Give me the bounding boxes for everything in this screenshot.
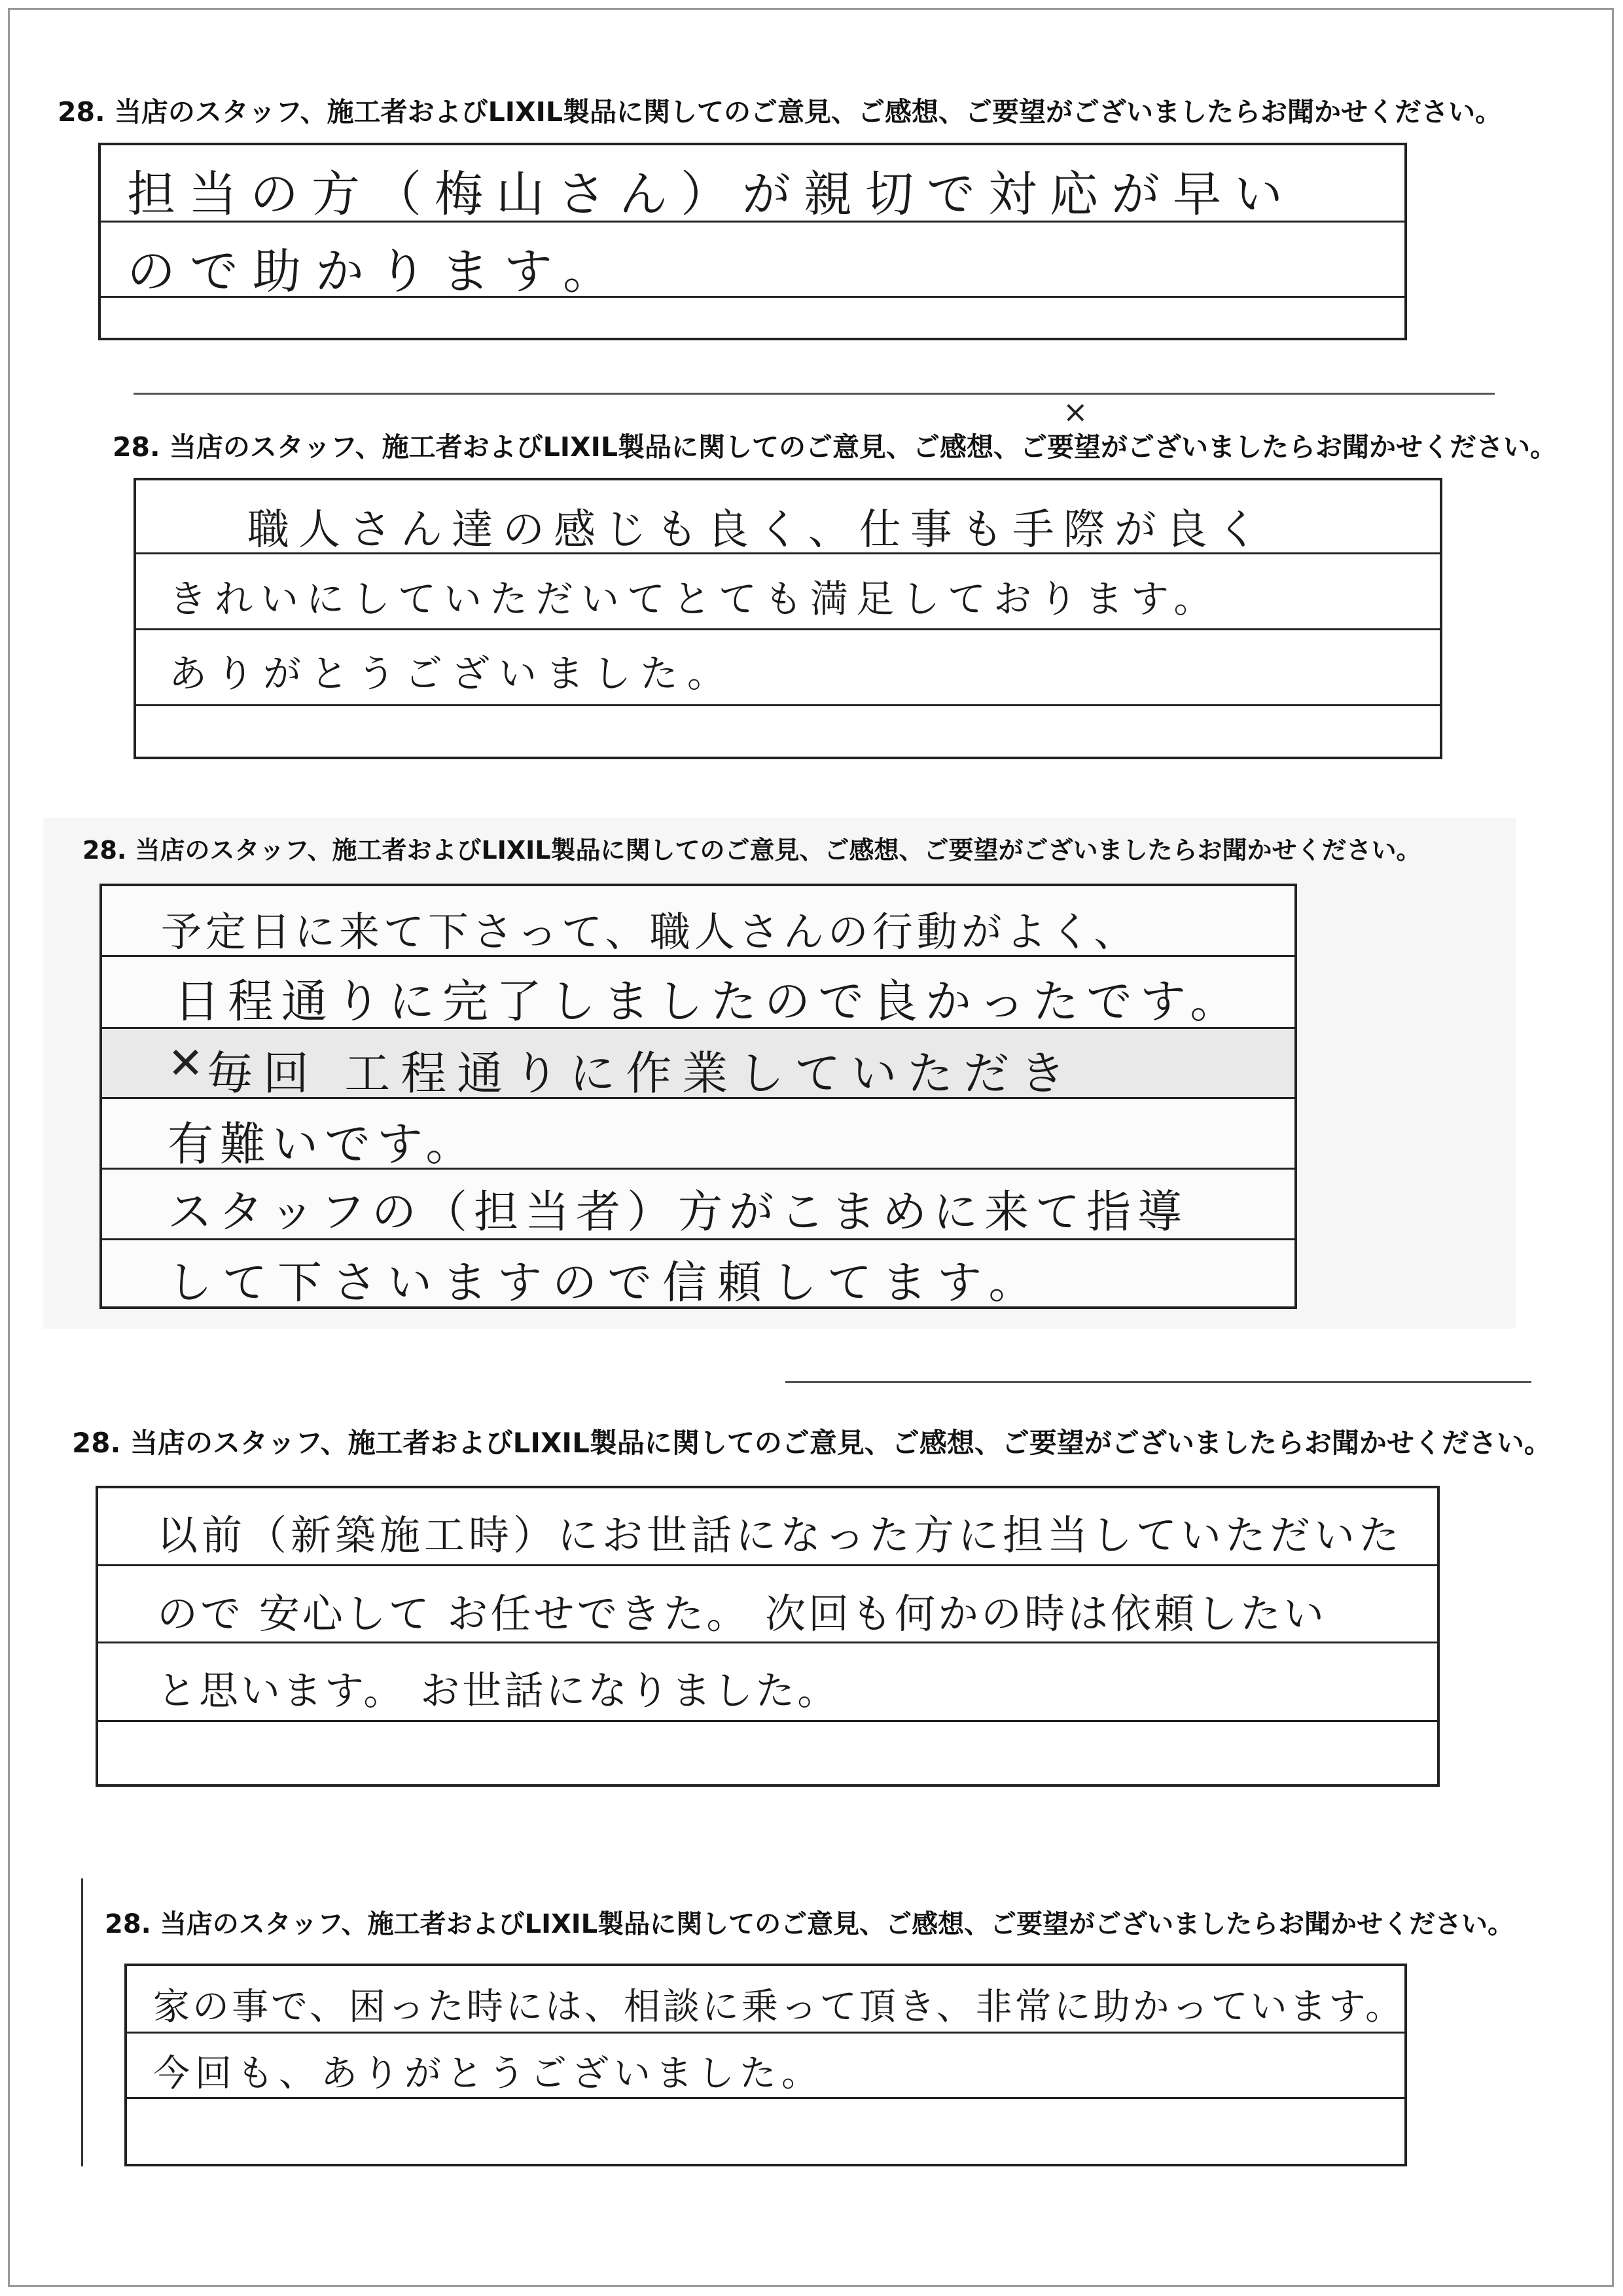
survey-card-1 bbox=[55, 65, 1502, 340]
answer-line-3: 毎回 工程通りに作業していただき bbox=[207, 1047, 1077, 1100]
question-text: 28. 当店のスタッフ、施工者およびLIXIL製品に関してのご意見、ご感想、ご要望がございましたらお聞かせください。 bbox=[105, 1909, 1514, 1939]
answer-line-2: ので助かります。 bbox=[127, 243, 626, 300]
strike-mark: ✕ bbox=[168, 1038, 204, 1088]
edit-mark: × bbox=[1063, 394, 1088, 429]
survey-card-3 bbox=[43, 818, 1516, 1329]
answer-line-2: ので 安心して お任せできた。 次回も何かの時は依頼したい bbox=[157, 1590, 1327, 1638]
ruled-line bbox=[98, 1641, 1437, 1643]
answer-line-2: きれいにしていただいてとても満足しております。 bbox=[169, 577, 1220, 621]
question-text: 28. 当店のスタッフ、施工者およびLIXIL製品に関してのご意見、ご感想、ご要望がございましたらお聞かせください。 bbox=[58, 96, 1502, 128]
ruled-line bbox=[98, 1720, 1437, 1722]
answer-line-3: ありがとうございました。 bbox=[169, 651, 735, 696]
survey-card-5 bbox=[81, 1878, 1554, 2166]
scan-edge bbox=[81, 1878, 83, 2166]
ruled-line bbox=[98, 1564, 1437, 1566]
survey-card-4 bbox=[65, 1381, 1597, 1787]
answer-box bbox=[124, 1964, 1407, 2166]
answer-line-1: 担当の方（梅山さん）が親切で対応が早い bbox=[127, 166, 1296, 223]
answer-line-3: と思います。 お世話になりました。 bbox=[157, 1668, 840, 1714]
answer-box bbox=[134, 478, 1442, 759]
answer-box bbox=[98, 143, 1407, 340]
survey-card-2 bbox=[81, 393, 1557, 759]
answer-line-6: して下さいますので信頼してます。 bbox=[168, 1257, 1044, 1309]
answer-box bbox=[99, 884, 1297, 1309]
ruled-line bbox=[127, 2032, 1404, 2034]
question-text: 28. 当店のスタッフ、施工者およびLIXIL製品に関してのご意見、ご感想、ご要望がございましたらお聞かせください。 bbox=[113, 431, 1557, 463]
scan-edge bbox=[134, 393, 1495, 395]
answer-line-1: 家の事で、困った時には、相談に乗って頂き、非常に助かっています。 bbox=[153, 1986, 1405, 2028]
answer-line-1: 予定日に来て下さって、職人さんの行動がよく、 bbox=[161, 908, 1139, 956]
answer-line-1: 職人さん達の感じも良く、仕事も手際が良く bbox=[247, 506, 1268, 554]
answer-line-2: 今回も、ありがとうございました。 bbox=[153, 2053, 823, 2095]
ruled-line bbox=[136, 704, 1440, 706]
ruled-line bbox=[136, 628, 1440, 630]
question-text: 28. 当店のスタッフ、施工者およびLIXIL製品に関してのご意見、ご感想、ご要望がございましたらお聞かせください。 bbox=[72, 1427, 1552, 1459]
answer-line-2: 日程通りに完了しましたので良かったです。 bbox=[174, 975, 1244, 1028]
answer-box bbox=[96, 1486, 1440, 1787]
scan-edge bbox=[785, 1381, 1531, 1383]
ruled-line bbox=[127, 2097, 1404, 2099]
answer-line-5: スタッフの（担当者）方がこまめに来て指導 bbox=[168, 1187, 1189, 1238]
answer-line-1: 以前（新築施工時）にお世話になった方に担当していただいた bbox=[157, 1511, 1404, 1559]
answer-line-4: 有難いです。 bbox=[168, 1117, 478, 1171]
question-text: 28. 当店のスタッフ、施工者およびLIXIL製品に関してのご意見、ご感想、ご要望がございましたらお聞かせください。 bbox=[82, 836, 1421, 865]
